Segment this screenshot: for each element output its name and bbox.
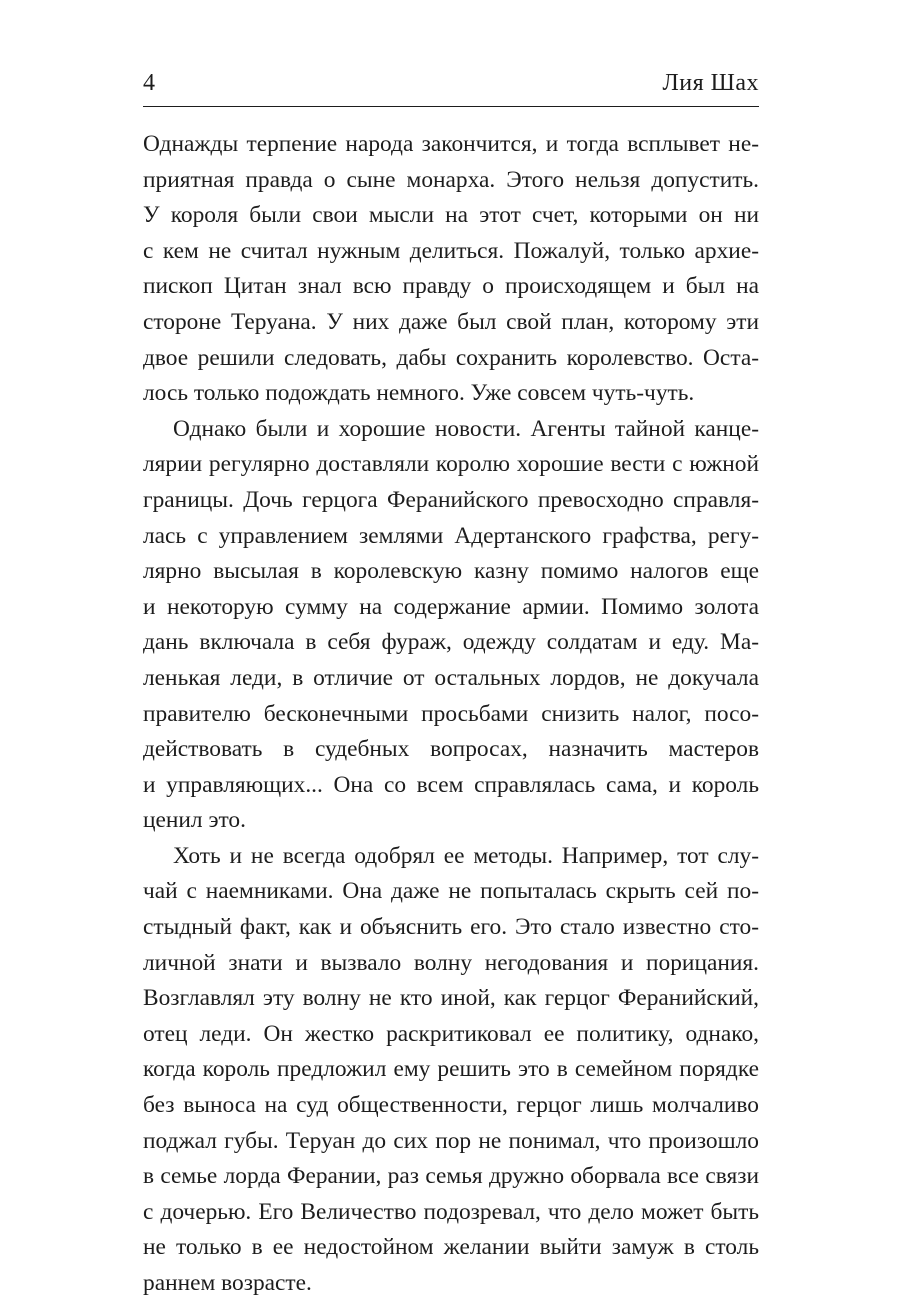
text-line: с дочерью. Его Величество подозревал, что дело может быть <box>143 1198 759 1225</box>
text-line: Однажды терпение народа закончится, и тогда всплывет не- <box>143 131 759 157</box>
text-line: приятная правда о сыне монарха. Этого нельзя допустить. <box>143 166 759 193</box>
text-line: правителю бесконечными просьбами снизить налог, посо- <box>143 700 759 727</box>
text-line: когда король предложил ему решить это в семейном порядке <box>143 1056 759 1083</box>
text-line: личной знати и вызвало волну негодования и порицания. <box>143 949 759 976</box>
text-line: У короля были свои мысли на этот счет, которыми он ни <box>143 202 759 229</box>
text-line: ценил это. <box>143 807 246 834</box>
book-author: Лия Шах <box>662 70 759 96</box>
text-line: лось только подождать немного. Уже совсем чуть-чуть. <box>143 380 695 407</box>
text-line: двое решили следовать, дабы сохранить королевство. Оста- <box>143 344 759 371</box>
running-head <box>143 66 759 100</box>
header-rule <box>143 106 759 107</box>
text-line: не только в ее недостойном желании выйти замуж в столь <box>143 1234 759 1261</box>
text-line: Возглавлял эту волну не кто иной, как герцог Феранийский, <box>143 985 759 1012</box>
book-page <box>143 0 759 1296</box>
text-line: стороне Теруана. У них даже был свой план, которому эти <box>143 308 759 335</box>
text-line: и управляющих... Она со всем справлялась сама, и король <box>143 771 759 798</box>
text-line: Хоть и не всегда одобрял ее методы. Например, тот слу- <box>173 842 759 869</box>
text-line: стыдный факт, как и объяснить его. Это стало известно сто- <box>143 914 759 941</box>
text-line: поджал губы. Теруан до сих пор не понимал, что произошло <box>143 1127 759 1154</box>
text-line: раннем возрасте. <box>143 1270 312 1296</box>
text-line: Однако были и хорошие новости. Агенты тайной канце- <box>173 415 759 442</box>
text-line: дань включала в себя фураж, одежду солдатам и еду. Ма- <box>143 629 759 656</box>
text-line: пископ Цитан знал всю правду о происходящем и был на <box>143 273 759 300</box>
text-line: отец леди. Он жестко раскритиковал ее политику, однако, <box>143 1020 759 1047</box>
text-line: действовать в судебных вопросах, назначить мастеров <box>143 736 759 763</box>
text-line: границы. Дочь герцога Феранийского превосходно справля- <box>143 486 759 513</box>
text-line: и некоторую сумму на содержание армии. Помимо золота <box>143 593 759 620</box>
text-line: с кем не считал нужным делиться. Пожалуй, только архие- <box>143 237 759 264</box>
text-line: чай с наемниками. Она даже не попыталась скрыть сей по- <box>143 878 759 905</box>
text-line: лась с управлением землями Адертанского графства, регу- <box>143 522 759 549</box>
text-line: лярии регулярно доставляли королю хорошие вести с южной <box>143 451 759 478</box>
text-line: ленькая леди, в отличие от остальных лордов, не докучала <box>143 664 759 691</box>
body-text <box>143 127 759 1302</box>
text-line: лярно высылая в королевскую казну помимо налогов еще <box>143 558 759 585</box>
page-number: 4 <box>143 70 155 96</box>
text-line: в семье лорда Ферании, раз семья дружно оборвала все связи <box>143 1163 759 1190</box>
text-line: без выноса на суд общественности, герцог лишь молчаливо <box>143 1092 759 1119</box>
